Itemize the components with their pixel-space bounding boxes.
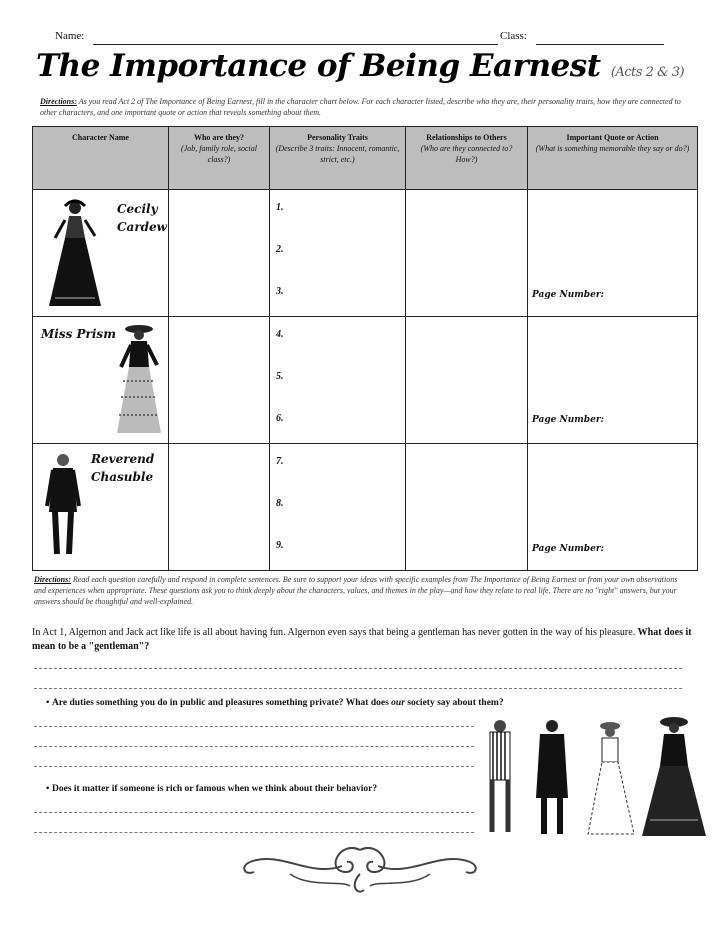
trait-number: 1. [276,202,284,213]
trait-number: 4. [276,329,284,340]
directions-top-label: Directions: [40,97,77,106]
class-label: Class: [500,30,527,42]
directions-bottom-text: Read each question carefully and respond in complete sentences. Be sure to support your ideas with specific examples from The Importance of Being Earnest or from your own observations and experiences when appropriate. These questions ask you to think deeply about the characters, values, and themes in the play—and how they relate to real life. There are no "right" answers, but your answers should be thoughtful and well-explained. [34,575,678,606]
question-3: • Does it matter if someone is rich or famous when we think about their behavior? [46,784,378,794]
character-name: Miss Prism [41,327,116,341]
question-1-prompt: What does it mean to be a "gentleman"? [32,627,692,652]
name-field[interactable] [93,44,498,45]
directions-top-text: As you read Act 2 of The Importance of Being Earnest, fill in the character chart below. For each character listed, describe who they are, their personality traits, how they are connected to other characters, and one important quote or action that reveals something about them. [40,97,681,117]
header-character-name: Character Name [33,127,169,190]
decorative-ornament-icon [230,840,490,900]
question-intro: In Act 1, Algernon and Jack act like life is all about having fun. Algernon even says that being a gentleman has never gotten in the way of his pleasure. [32,627,636,638]
chart-row-cecily [33,190,698,317]
character-name: Reverend Chasuble [91,452,155,484]
trait-number: 6. [276,413,284,424]
question-2: • Are duties something you do in public and pleasures something private? What does our society say about them? [46,698,504,708]
header-quote-action: Important Quote or Action (What is something memorable they say or do?) [528,127,698,190]
chart-row-miss-prism [33,317,698,444]
trait-number: 7. [276,456,284,467]
header-personality-traits: Personality Traits (Describe 3 traits: Innocent, romantic, strict, etc.) [270,127,406,190]
question-2-pre: Are duties something you do in public and pleasures something private? What does [52,698,392,708]
class-field[interactable] [536,44,664,45]
characters-group-illustration [478,712,708,840]
directions-bottom [34,574,690,607]
title-subtitle: (Acts 2 & 3) [610,65,685,80]
page-title [0,48,720,84]
page-number-label: Page Number: [532,290,604,300]
directions-bottom-label: Directions: [34,575,71,584]
who-cell[interactable] [169,190,270,317]
quote-cell[interactable] [528,190,698,317]
answer-line[interactable] [34,746,474,747]
answer-line[interactable] [34,812,474,813]
quote-cell[interactable] [528,317,698,444]
question-3-prompt: Does it matter if someone is rich or famous when we think about their behavior? [52,784,378,794]
question-2-post: society say about them? [404,698,504,708]
name-label: Name: [55,30,85,42]
question-2-emphasis: our [391,698,405,708]
traits-cell[interactable] [270,317,406,444]
title-text: The Importance of Being Earnest [35,48,601,84]
traits-cell[interactable] [270,190,406,317]
answer-line[interactable] [34,668,682,669]
trait-number: 3. [276,286,284,297]
trait-number: 2. [276,244,284,255]
answer-line[interactable] [34,766,474,767]
trait-number: 5. [276,371,284,382]
chart-row-reverend-chasuble [33,444,698,571]
character-name: Cecily Cardew [117,202,168,234]
character-chart [32,126,698,571]
cecily-figure-illustration [45,198,105,310]
character-cell [33,444,169,571]
traits-cell[interactable] [270,444,406,571]
who-cell[interactable] [169,317,270,444]
relationships-cell[interactable] [406,190,528,317]
answer-line[interactable] [34,688,682,689]
character-cell [33,190,169,317]
who-cell[interactable] [169,444,270,571]
page-number-label: Page Number: [532,415,604,425]
trait-number: 9. [276,540,284,551]
header-who-are-they: Who are they? (Job, family role, social class?) [169,127,270,190]
page-number-label: Page Number: [532,544,604,554]
relationships-cell[interactable] [406,317,528,444]
header-relationships: Relationships to Others (Who are they connected to? How?) [406,127,528,190]
character-cell [33,317,169,444]
miss-prism-figure-illustration [113,321,165,437]
answer-line[interactable] [34,726,474,727]
chasuble-figure-illustration [43,452,83,558]
answer-line[interactable] [34,832,474,833]
trait-number: 8. [276,498,284,509]
relationships-cell[interactable] [406,444,528,571]
quote-cell[interactable] [528,444,698,571]
directions-top [40,96,688,118]
question-1 [32,626,692,654]
chart-header-row [33,127,698,190]
